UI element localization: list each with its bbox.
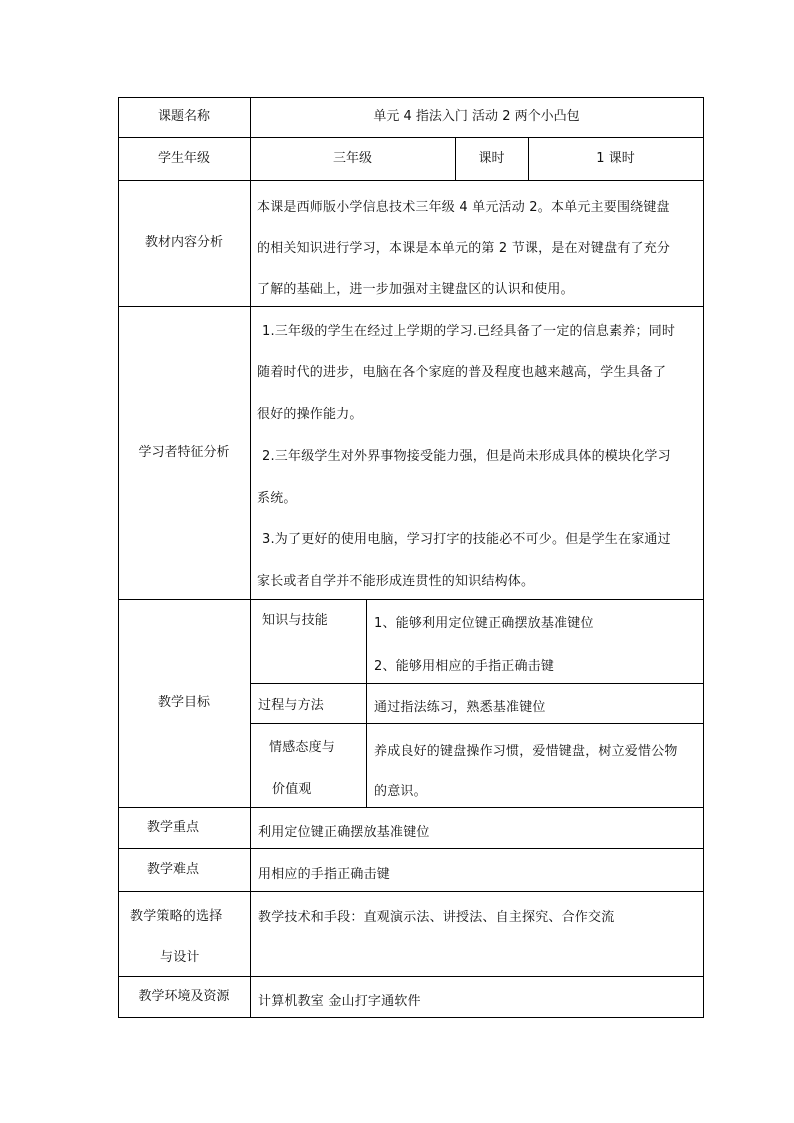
emotion-label-line: 价值观 bbox=[272, 782, 312, 797]
learner-line: 随着时代的进步，电脑在各个家庭的普及程度也越来越高，学生具备了 bbox=[257, 365, 667, 380]
strategy-label-line: 教学策略的选择 bbox=[130, 909, 223, 924]
learner-line: 2.三年级学生对外界事物接受能力强，但是尚未形成具体的模块化学习 bbox=[262, 449, 671, 464]
emotion-line: 的意识。 bbox=[374, 784, 427, 799]
material-label: 教材内容分析 bbox=[144, 235, 223, 250]
difficulty-label: 教学难点 bbox=[146, 861, 199, 877]
strategy-label-line: 与设计 bbox=[160, 950, 200, 965]
learner-line: 系统。 bbox=[257, 491, 297, 506]
process-value: 通过指法练习，熟悉基准键位 bbox=[374, 700, 546, 715]
material-line: 本课是西师版小学信息技术三年级 4 单元活动 2。本单元主要围绕键盘 bbox=[257, 200, 670, 215]
grade-value: 三年级 bbox=[332, 150, 372, 166]
learner-line: 3.为了更好的使用电脑，学习打字的技能必不可少。但是学生在家通过 bbox=[262, 532, 671, 547]
environment-label: 教学环境及资源 bbox=[138, 988, 230, 1004]
learner-line: 家长或者自学并不能形成连贯性的知识结构体。 bbox=[257, 574, 535, 589]
material-line: 的相关知识进行学习，本课是本单元的第 2 节课，是在对键盘有了充分 bbox=[257, 241, 671, 256]
key-point-value: 利用定位键正确摆放基准键位 bbox=[258, 825, 430, 840]
difficulty-value: 用相应的手指正确击键 bbox=[258, 867, 391, 882]
environment-value: 计算机教室 金山打字通软件 bbox=[258, 994, 421, 1009]
knowledge-label: 知识与技能 bbox=[262, 613, 329, 628]
learner-line: 很好的操作能力。 bbox=[257, 407, 363, 422]
material-line: 了解的基础上，进一步加强对主键盘区的认识和使用。 bbox=[257, 282, 574, 297]
hours-label: 课时 bbox=[478, 150, 505, 166]
title-value: 单元 4 指法入门 活动 2 两个小凸包 bbox=[373, 109, 580, 124]
emotion-line: 养成良好的键盘操作习惯，爱惜键盘，树立爱惜公物 bbox=[374, 744, 678, 759]
process-label: 过程与方法 bbox=[258, 698, 325, 713]
objectives-label: 教学目标 bbox=[157, 695, 210, 710]
learner-label: 学习者特征分析 bbox=[138, 444, 230, 460]
title-label: 课题名称 bbox=[157, 109, 210, 124]
knowledge-item: 1、能够利用定位键正确摆放基准键位 bbox=[374, 616, 594, 631]
strategy-value: 教学技术和手段：直观演示法、讲授法、自主探究、合作交流 bbox=[258, 910, 615, 925]
emotion-label-line: 情感态度与 bbox=[269, 740, 336, 755]
grade-label: 学生年级 bbox=[157, 150, 210, 166]
knowledge-item: 2、能够用相应的手指正确击键 bbox=[374, 659, 555, 674]
learner-line: 1.三年级的学生在经过上学期的学习.已经具备了一定的信息素养；同时 bbox=[262, 324, 676, 339]
hours-value: 1 课时 bbox=[596, 150, 635, 166]
key-point-label: 教学重点 bbox=[146, 819, 199, 835]
